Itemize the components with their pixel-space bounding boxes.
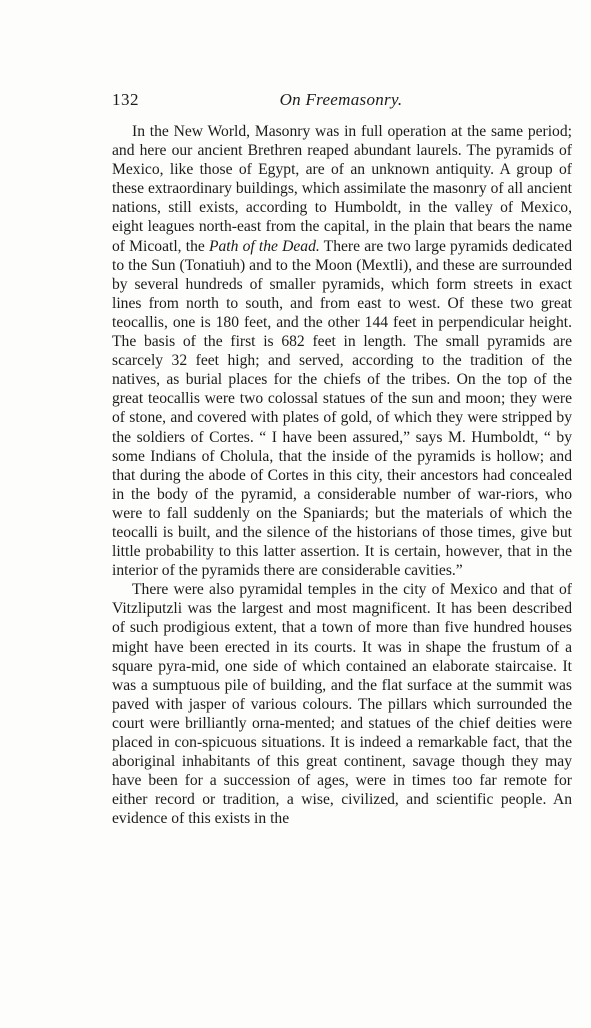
paragraph-2 — [112, 580, 572, 828]
paragraph-1-text-b: There are two large pyramids dedicated to the Sun (Tonatiuh) and to the Moon (Mextli), and these are surrounded by several hundreds of smaller pyramids, which form streets in exact lines from north to south, and from east to west. Of these two great teocallis, one is 180 feet, and the other 144 feet in perpendicular height. The basis of the first is 682 feet in length. The small pyramids are scarcely 32 feet high; and served, according to the tradition of the natives, as burial places for the chiefs of the tribes. On the top of the great teocallis were two colossal statues of the sun and moon; they were of stone, and covered with plates of gold, of which they were stripped by the soldiers of Cortes. “ I have been assured,” says M. Humboldt, “ by some Indians of Cholula, that the inside of the pyramids is hollow; and that during the abode of Cortes in this city, their ancestors had concealed in the body of the pyramid, a considerable number of war-riors, who were to fall suddenly on the Spaniards; but the materials of which the teocalli is built, and the silence of the historians of those times, give but little probability to this latter assertion. It is certain, however, that in the interior of the pyramids there are considerable cavities.” — [112, 237, 572, 580]
paragraph-2-text: There were also pyramidal temples in the city of Mexico and that of Vitzliputzli was the largest and most magnificent. It has been described of such prodigious extent, that a town of more than five hundred houses might have been erected in its courts. It was in shape the frustum of a square pyra-mid, one side of which contained an elaborate staircaise. It was a sumptuous pile of building, and the flat surface at the summit was paved with jasper of various colours. The pillars which surrounded the court were brilliantly orna-mented; and statues of the chief deities were placed in con-spicuous situations. It is indeed a remarkable fact, that the aboriginal inhabitants of this great continent, savage though they may have been for a succession of ages, were in times too far remote for either record or tradition, a wise, civilized, and scientific people. An evidence of this exists in the — [112, 581, 572, 828]
page-header — [112, 90, 570, 112]
paragraph-1-italic-phrase: Path of the Dead. — [208, 237, 320, 255]
running-title: On Freemasonry. — [279, 90, 403, 109]
body-text — [112, 122, 572, 828]
paragraph-1-text-a: In the New World, Masonry was in full operation at the same period; and here our ancient Brethren reaped abundant laurels. The pyramids of Mexico, like those of Egypt, are of an unknown antiquity. A group of these extraordinary buildings, which assimilate the masonry of all ancient nations, still exists, according to Humboldt, in the valley of Mexico, eight leagues north-east from the capital, in the plain that bears the name of Micoatl, the — [112, 123, 572, 255]
paragraph-1 — [112, 122, 572, 580]
page-number: 132 — [112, 90, 139, 109]
